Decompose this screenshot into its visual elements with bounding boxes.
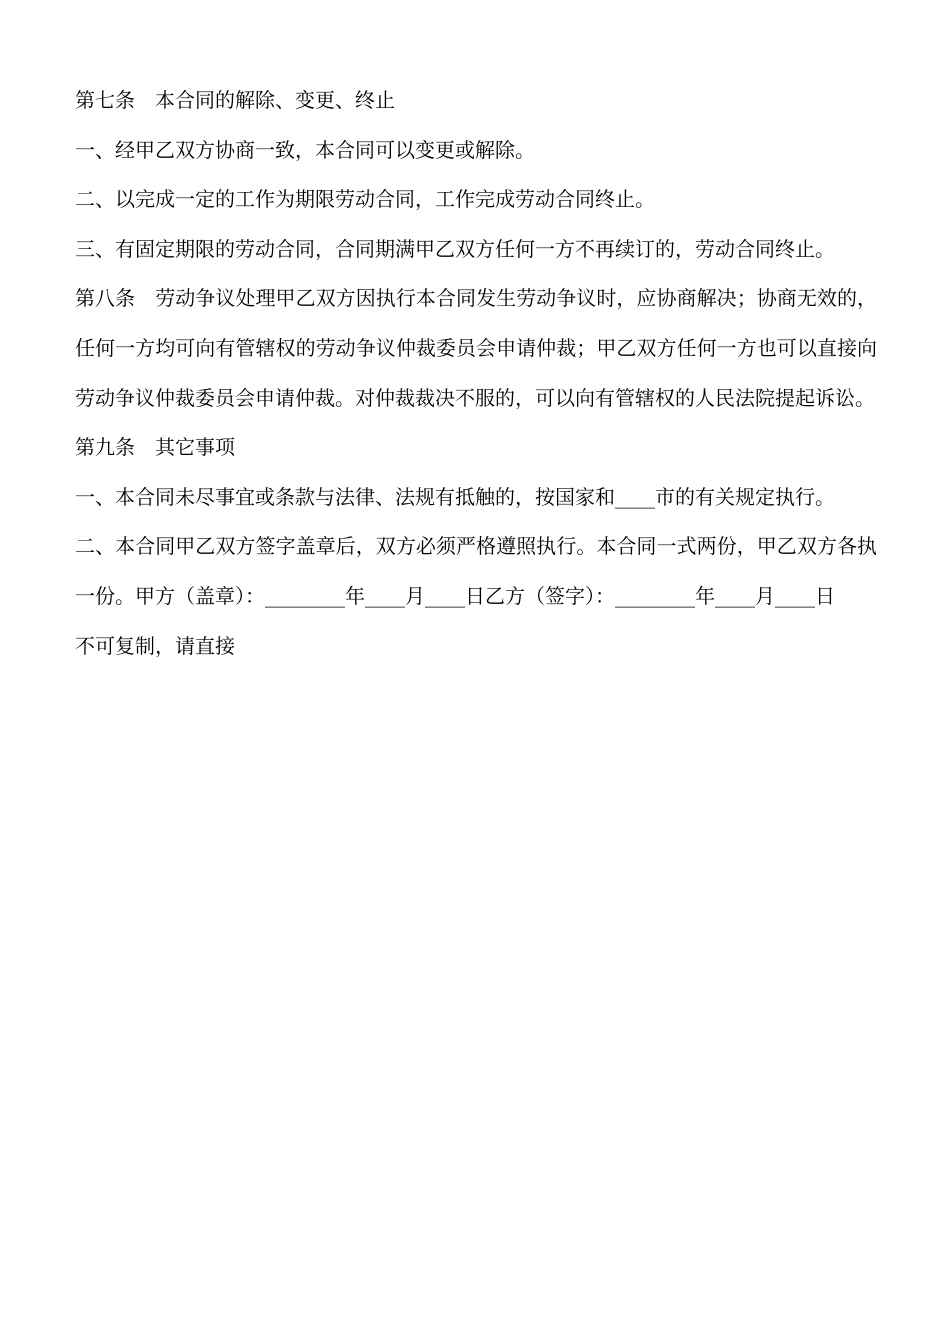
article-7-clause-1: 一、经甲乙双方协商一致，本合同可以变更或解除。 [75,137,535,162]
article-9-heading: 第九条 其它事项 [75,435,235,460]
article-8-paragraph: 第八条 劳动争议处理甲乙双方因执行本合同发生劳动争议时，应协商解决；协商无效的，任何一方均可向有管辖权的劳动争议仲裁委员会申请仲裁；甲乙双方任何一方也可以直接向劳动争议仲裁委员会申请仲裁。对仲裁裁决不服的，可以向有管辖权的人民法院提起诉讼。 [75,286,877,410]
copy-notice: 不可复制，请直接 [75,633,235,658]
article-7-clause-2: 二、以完成一定的工作为期限劳动合同，工作完成劳动合同终止。 [75,187,655,212]
document-page [75,76,877,671]
article-7-clause-3: 三、有固定期限的劳动合同，合同期满甲乙双方任何一方不再续订的，劳动合同终止。 [75,236,835,261]
article-7-heading: 第七条 本合同的解除、变更、终止 [75,88,395,112]
article-9-clause-2-signatures: 二、本合同甲乙双方签字盖章后，双方必须严格遵照执行。本合同一式两份，甲乙双方各执一份。甲方（盖章）：________年____月____日乙方（签字）：________年____月____日 [75,534,877,608]
article-9-clause-1: 一、本合同未尽事宜或条款与法律、法规有抵触的，按国家和____市的有关规定执行。 [75,484,835,509]
